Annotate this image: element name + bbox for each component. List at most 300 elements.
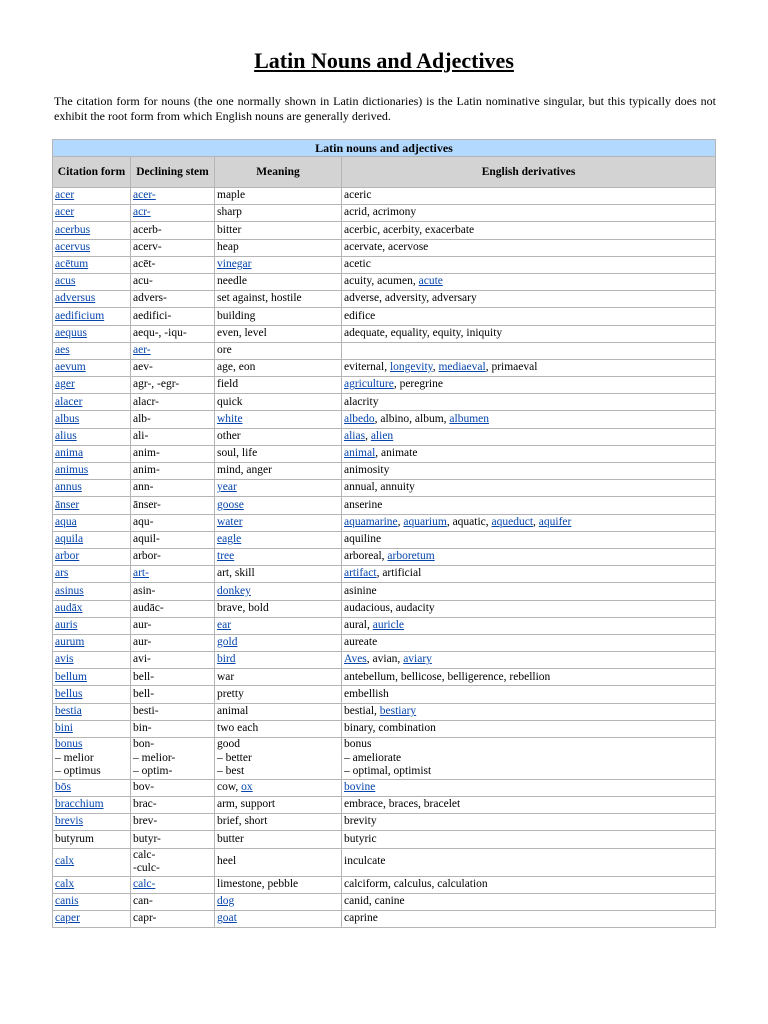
meaning-cell xyxy=(215,566,342,583)
meaning-cell xyxy=(215,583,342,600)
wiki-link[interactable]: audāx xyxy=(55,601,83,614)
meaning-cell xyxy=(215,377,342,394)
meaning-cell xyxy=(215,273,342,290)
table-row xyxy=(53,831,716,848)
header-meaning: Meaning xyxy=(215,157,342,188)
declining-stem-cell xyxy=(131,239,215,256)
cell-text: avi- xyxy=(133,653,151,666)
declining-stem-cell xyxy=(131,531,215,548)
english-derivatives-cell xyxy=(342,634,716,651)
english-derivatives-cell xyxy=(342,222,716,239)
meaning-cell xyxy=(215,796,342,813)
cell-text: audacious, audacity xyxy=(344,601,435,614)
english-derivatives-cell xyxy=(342,876,716,893)
declining-stem-cell xyxy=(131,720,215,737)
meaning-cell xyxy=(215,876,342,893)
cell-text: anserine xyxy=(344,498,383,511)
wiki-link[interactable]: acētum xyxy=(55,258,89,271)
meaning-cell xyxy=(215,779,342,796)
cell-text: inculcate xyxy=(344,855,386,868)
english-derivatives-cell xyxy=(342,205,716,222)
english-derivatives-cell xyxy=(342,720,716,737)
wiki-link[interactable]: gold xyxy=(217,636,238,649)
declining-stem-cell xyxy=(131,686,215,703)
wiki-link[interactable]: bracchium xyxy=(55,798,104,811)
meaning-cell xyxy=(215,325,342,342)
cell-text: acuity, acumen, xyxy=(344,275,419,288)
cell-text: brevity xyxy=(344,815,377,828)
cell-text: other xyxy=(217,429,241,442)
cell-text: calc- xyxy=(133,848,156,861)
english-derivatives-cell xyxy=(342,893,716,910)
cell-text: -culc- xyxy=(133,862,160,875)
declining-stem-cell xyxy=(131,893,215,910)
cell-text: needle xyxy=(217,275,248,288)
header-english-derivatives: English derivatives xyxy=(342,157,716,188)
meaning-cell xyxy=(215,738,342,780)
meaning-cell xyxy=(215,188,342,205)
declining-stem-cell xyxy=(131,205,215,222)
cell-text: ann- xyxy=(133,481,154,494)
declining-stem-cell xyxy=(131,188,215,205)
english-derivatives-cell xyxy=(342,428,716,445)
citation-form-cell xyxy=(53,531,131,548)
citation-form-cell xyxy=(53,893,131,910)
cell-text: bon- xyxy=(133,738,155,750)
wiki-link[interactable]: acer- xyxy=(133,189,156,202)
citation-form-cell xyxy=(53,342,131,359)
english-derivatives-cell xyxy=(342,497,716,514)
wiki-link[interactable]: aquamarine xyxy=(344,515,398,528)
declining-stem-cell xyxy=(131,445,215,462)
table-row xyxy=(53,411,716,428)
citation-form-cell xyxy=(53,325,131,342)
meaning-cell xyxy=(215,256,342,273)
declining-stem-cell xyxy=(131,256,215,273)
wiki-link[interactable]: bovine xyxy=(344,781,376,794)
cell-text: age, eon xyxy=(217,361,256,374)
cell-text: adverse, adversity, adversary xyxy=(344,292,477,305)
wiki-link[interactable]: annus xyxy=(55,481,82,494)
citation-form-cell xyxy=(53,669,131,686)
citation-form-cell xyxy=(53,377,131,394)
wiki-link[interactable]: calx xyxy=(55,878,75,891)
declining-stem-cell xyxy=(131,669,215,686)
wiki-link[interactable]: bellum xyxy=(55,670,87,683)
wiki-link[interactable]: Aves xyxy=(344,653,367,666)
table-row xyxy=(53,514,716,531)
declining-stem-cell xyxy=(131,222,215,239)
wiki-link[interactable]: donkey xyxy=(217,584,251,597)
cell-text: – better xyxy=(217,751,252,764)
wiki-link[interactable]: arbor xyxy=(55,550,80,563)
cell-text: embellish xyxy=(344,687,389,700)
english-derivatives-cell xyxy=(342,848,716,876)
table-row xyxy=(53,703,716,720)
cell-text: butyrum xyxy=(55,832,94,845)
citation-form-cell xyxy=(53,188,131,205)
wiki-link[interactable]: acute xyxy=(418,275,443,288)
english-derivatives-cell xyxy=(342,583,716,600)
wiki-link[interactable]: acer xyxy=(55,189,75,202)
cell-text: edifice xyxy=(344,309,376,322)
wiki-link[interactable]: bini xyxy=(55,722,73,735)
wiki-link[interactable]: aevum xyxy=(55,361,86,374)
wiki-link[interactable]: animus xyxy=(55,464,89,477)
cell-text: aedifici- xyxy=(133,309,172,322)
wiki-link[interactable]: bird xyxy=(217,653,236,666)
wiki-link[interactable]: acus xyxy=(55,275,76,288)
meaning-cell xyxy=(215,652,342,669)
cell-text: aquil- xyxy=(133,533,160,546)
cell-text: – optimus xyxy=(55,765,101,778)
declining-stem-cell xyxy=(131,497,215,514)
citation-form-cell xyxy=(53,703,131,720)
declining-stem-cell xyxy=(131,463,215,480)
wiki-link[interactable]: ager xyxy=(55,378,75,391)
wiki-link[interactable]: ox xyxy=(241,781,253,794)
wiki-link[interactable]: eagle xyxy=(217,533,242,546)
meaning-cell xyxy=(215,911,342,928)
wiki-link[interactable]: albedo xyxy=(344,412,375,425)
english-derivatives-cell xyxy=(342,273,716,290)
table-row xyxy=(53,686,716,703)
cell-text: art, skill xyxy=(217,567,255,580)
english-derivatives-cell xyxy=(342,669,716,686)
table-row xyxy=(53,497,716,514)
wiki-link[interactable]: aquifer xyxy=(538,515,572,528)
table-row xyxy=(53,796,716,813)
declining-stem-cell xyxy=(131,796,215,813)
cell-text: acetic xyxy=(344,258,371,271)
cell-text: – optim- xyxy=(133,765,173,778)
wiki-link[interactable]: adversus xyxy=(55,292,96,305)
citation-form-cell xyxy=(53,814,131,831)
declining-stem-cell xyxy=(131,377,215,394)
cell-text: field xyxy=(217,378,239,391)
table-body xyxy=(53,188,716,928)
meaning-cell xyxy=(215,394,342,411)
citation-form-cell xyxy=(53,497,131,514)
cell-text: binary, combination xyxy=(344,722,436,735)
wiki-link[interactable]: year xyxy=(217,481,237,494)
meaning-cell xyxy=(215,480,342,497)
wiki-link[interactable]: asinus xyxy=(55,584,84,597)
cell-text: anim- xyxy=(133,447,160,460)
wiki-link[interactable]: aurum xyxy=(55,636,85,649)
declining-stem-cell xyxy=(131,359,215,376)
table-row xyxy=(53,911,716,928)
wiki-link[interactable]: auricle xyxy=(372,618,405,631)
meaning-cell xyxy=(215,514,342,531)
wiki-link[interactable]: bōs xyxy=(55,781,71,794)
wiki-link[interactable]: longevity xyxy=(389,361,433,374)
declining-stem-cell xyxy=(131,652,215,669)
cell-text: – best xyxy=(217,765,245,778)
wiki-link[interactable]: water xyxy=(217,515,243,528)
wiki-link[interactable]: acr- xyxy=(133,206,151,219)
cell-text: – melior- xyxy=(133,751,176,764)
english-derivatives-cell xyxy=(342,600,716,617)
table-row xyxy=(53,325,716,342)
declining-stem-cell xyxy=(131,583,215,600)
citation-form-cell xyxy=(53,256,131,273)
cell-text: animal xyxy=(217,704,249,717)
wiki-link[interactable]: brevis xyxy=(55,815,84,828)
cell-text: asin- xyxy=(133,584,156,597)
wiki-link[interactable]: animal xyxy=(344,447,376,460)
english-derivatives-cell xyxy=(342,308,716,325)
cell-text: capr- xyxy=(133,912,157,925)
wiki-link[interactable]: tree xyxy=(217,550,235,563)
wiki-link[interactable]: albus xyxy=(55,412,80,425)
meaning-cell xyxy=(215,686,342,703)
cell-text: advers- xyxy=(133,292,167,305)
wiki-link[interactable]: bestia xyxy=(55,704,82,717)
table-row xyxy=(53,239,716,256)
wiki-link[interactable]: bellus xyxy=(55,687,83,700)
english-derivatives-cell xyxy=(342,831,716,848)
cell-text: , primaeval xyxy=(485,361,538,374)
cell-text: bin- xyxy=(133,722,152,735)
table-row xyxy=(53,222,716,239)
table-row xyxy=(53,652,716,669)
declining-stem-cell xyxy=(131,308,215,325)
table-caption: Latin nouns and adjectives xyxy=(53,140,716,157)
declining-stem-cell xyxy=(131,514,215,531)
cell-text: acerbic, acerbity, exacerbate xyxy=(344,223,475,236)
cell-text: adequate, equality, equity, iniquity xyxy=(344,326,503,339)
wiki-link[interactable]: goat xyxy=(217,912,237,925)
cell-text: – optimal, optimist xyxy=(344,765,432,778)
wiki-link[interactable]: dog xyxy=(217,895,235,908)
wiki-link[interactable]: aquila xyxy=(55,533,84,546)
table-row xyxy=(53,342,716,359)
table-row xyxy=(53,669,716,686)
cell-text: war xyxy=(217,670,235,683)
cell-text: asinine xyxy=(344,584,377,597)
page-title: Latin Nouns and Adjectives xyxy=(254,48,514,73)
wiki-link[interactable]: acerbus xyxy=(55,223,91,236)
wiki-link[interactable]: aviary xyxy=(403,653,432,666)
wiki-link[interactable]: alius xyxy=(55,429,77,442)
wiki-link[interactable]: aer- xyxy=(133,343,151,356)
english-derivatives-cell xyxy=(342,256,716,273)
cell-text: pretty xyxy=(217,687,244,700)
declining-stem-cell xyxy=(131,480,215,497)
wiki-link[interactable]: avis xyxy=(55,653,74,666)
cell-text: , aquatic, xyxy=(446,515,492,528)
english-derivatives-cell xyxy=(342,188,716,205)
table-row xyxy=(53,256,716,273)
english-derivatives-cell xyxy=(342,463,716,480)
cell-text: heap xyxy=(217,240,239,253)
cell-text: even, level xyxy=(217,326,267,339)
table-row xyxy=(53,779,716,796)
citation-form-cell xyxy=(53,308,131,325)
wiki-link[interactable]: ānser xyxy=(55,498,80,511)
header-declining-stem: Declining stem xyxy=(131,157,215,188)
cell-text: limestone, pebble xyxy=(217,878,299,891)
wiki-link[interactable]: white xyxy=(217,412,243,425)
wiki-link[interactable]: aqueduct xyxy=(491,515,534,528)
table-row xyxy=(53,188,716,205)
declining-stem-cell xyxy=(131,831,215,848)
citation-form-cell xyxy=(53,583,131,600)
table-row xyxy=(53,600,716,617)
wiki-link[interactable]: aequus xyxy=(55,326,87,339)
english-derivatives-cell xyxy=(342,377,716,394)
wiki-link[interactable]: alias xyxy=(344,429,366,442)
wiki-link[interactable]: anima xyxy=(55,447,84,460)
wiki-link[interactable]: caper xyxy=(55,912,80,925)
cell-text: two each xyxy=(217,722,259,735)
citation-form-cell xyxy=(53,463,131,480)
cell-text: brac- xyxy=(133,798,157,811)
table-row xyxy=(53,548,716,565)
wiki-link[interactable]: agriculture xyxy=(344,378,394,391)
wiki-link[interactable]: alacer xyxy=(55,395,83,408)
table-row xyxy=(53,617,716,634)
wiki-link[interactable]: mediaeval xyxy=(438,361,486,374)
cell-text: aur- xyxy=(133,618,152,631)
wiki-link[interactable]: bonus xyxy=(55,738,83,750)
table-row xyxy=(53,205,716,222)
meaning-cell xyxy=(215,831,342,848)
cell-text: eviternal, xyxy=(344,361,390,374)
citation-form-cell xyxy=(53,738,131,780)
meaning-cell xyxy=(215,342,342,359)
cell-text: animosity xyxy=(344,464,390,477)
english-derivatives-cell xyxy=(342,359,716,376)
english-derivatives-cell xyxy=(342,548,716,565)
wiki-link[interactable]: ear xyxy=(217,618,232,631)
cell-text: annual, annuity xyxy=(344,481,415,494)
cell-text: can- xyxy=(133,895,153,908)
cell-text: aureate xyxy=(344,636,378,649)
cell-text: acerb- xyxy=(133,223,162,236)
wiki-link[interactable]: auris xyxy=(55,618,78,631)
english-derivatives-cell xyxy=(342,566,716,583)
cell-text: bell- xyxy=(133,687,155,700)
cell-text: butyric xyxy=(344,832,377,845)
cell-text: , xyxy=(432,361,439,374)
wiki-link[interactable]: calx xyxy=(55,855,75,868)
cell-text: ānser- xyxy=(133,498,161,511)
meaning-cell xyxy=(215,428,342,445)
meaning-cell xyxy=(215,634,342,651)
wiki-link[interactable]: acer xyxy=(55,206,75,219)
wiki-link[interactable]: acervus xyxy=(55,240,91,253)
table-row xyxy=(53,308,716,325)
cell-text: acrid, acrimony xyxy=(344,206,417,219)
wiki-link[interactable]: goose xyxy=(217,498,244,511)
cell-text: maple xyxy=(217,189,246,202)
declining-stem-cell xyxy=(131,703,215,720)
wiki-link[interactable]: arboretum xyxy=(387,550,435,563)
cell-text: antebellum, bellicose, belligerence, rebellion xyxy=(344,670,551,683)
table-row xyxy=(53,291,716,308)
cell-text: bestial, xyxy=(344,704,380,717)
meaning-cell xyxy=(215,531,342,548)
declining-stem-cell xyxy=(131,876,215,893)
declining-stem-cell xyxy=(131,814,215,831)
cell-text: arboreal, xyxy=(344,550,388,563)
table-row xyxy=(53,531,716,548)
english-derivatives-cell xyxy=(342,796,716,813)
meaning-cell xyxy=(215,239,342,256)
meaning-cell xyxy=(215,445,342,462)
table-row xyxy=(53,359,716,376)
citation-form-cell xyxy=(53,720,131,737)
cell-text: aceric xyxy=(344,189,372,202)
cell-text: calciform, calculus, calculation xyxy=(344,878,488,891)
wiki-link[interactable]: ars xyxy=(55,567,69,580)
citation-form-cell xyxy=(53,686,131,703)
cell-text: agr-, -egr- xyxy=(133,378,180,391)
table-row xyxy=(53,463,716,480)
citation-form-cell xyxy=(53,779,131,796)
meaning-cell xyxy=(215,814,342,831)
meaning-cell xyxy=(215,411,342,428)
declining-stem-cell xyxy=(131,394,215,411)
citation-form-cell xyxy=(53,445,131,462)
wiki-link[interactable]: albumen xyxy=(449,412,490,425)
citation-form-cell xyxy=(53,222,131,239)
declining-stem-cell xyxy=(131,600,215,617)
wiki-link[interactable]: calc- xyxy=(133,878,156,891)
table-row xyxy=(53,428,716,445)
wiki-link[interactable]: art- xyxy=(133,567,149,580)
cell-text: besti- xyxy=(133,704,159,717)
cell-text: caprine xyxy=(344,912,378,925)
meaning-cell xyxy=(215,617,342,634)
table-row xyxy=(53,848,716,876)
cell-text: embrace, braces, bracelet xyxy=(344,798,461,811)
cell-text: sharp xyxy=(217,206,242,219)
cell-text: soul, life xyxy=(217,447,258,460)
cell-text: ali- xyxy=(133,429,149,442)
declining-stem-cell xyxy=(131,291,215,308)
wiki-link[interactable]: alien xyxy=(370,429,394,442)
meaning-cell xyxy=(215,359,342,376)
citation-form-cell xyxy=(53,428,131,445)
wiki-link[interactable]: bestiary xyxy=(379,704,417,717)
cell-text: , animate xyxy=(375,447,418,460)
meaning-cell xyxy=(215,720,342,737)
wiki-link[interactable]: vinegar xyxy=(217,258,252,271)
citation-form-cell xyxy=(53,411,131,428)
cell-text: anim- xyxy=(133,464,160,477)
cell-text: mind, anger xyxy=(217,464,272,477)
wiki-link[interactable]: canis xyxy=(55,895,79,908)
cell-text: , peregrine xyxy=(393,378,443,391)
wiki-link[interactable]: aedificium xyxy=(55,309,105,322)
table-row xyxy=(53,634,716,651)
citation-form-cell xyxy=(53,514,131,531)
wiki-link[interactable]: artifact xyxy=(344,567,377,580)
declining-stem-cell xyxy=(131,634,215,651)
citation-form-cell xyxy=(53,796,131,813)
cell-text: – ameliorate xyxy=(344,751,402,764)
wiki-link[interactable]: aes xyxy=(55,343,70,356)
cell-text: acervate, acervose xyxy=(344,240,429,253)
table-row xyxy=(53,377,716,394)
wiki-link[interactable]: aqua xyxy=(55,515,77,528)
wiki-link[interactable]: aquarium xyxy=(403,515,447,528)
declining-stem-cell xyxy=(131,779,215,796)
table-row xyxy=(53,583,716,600)
